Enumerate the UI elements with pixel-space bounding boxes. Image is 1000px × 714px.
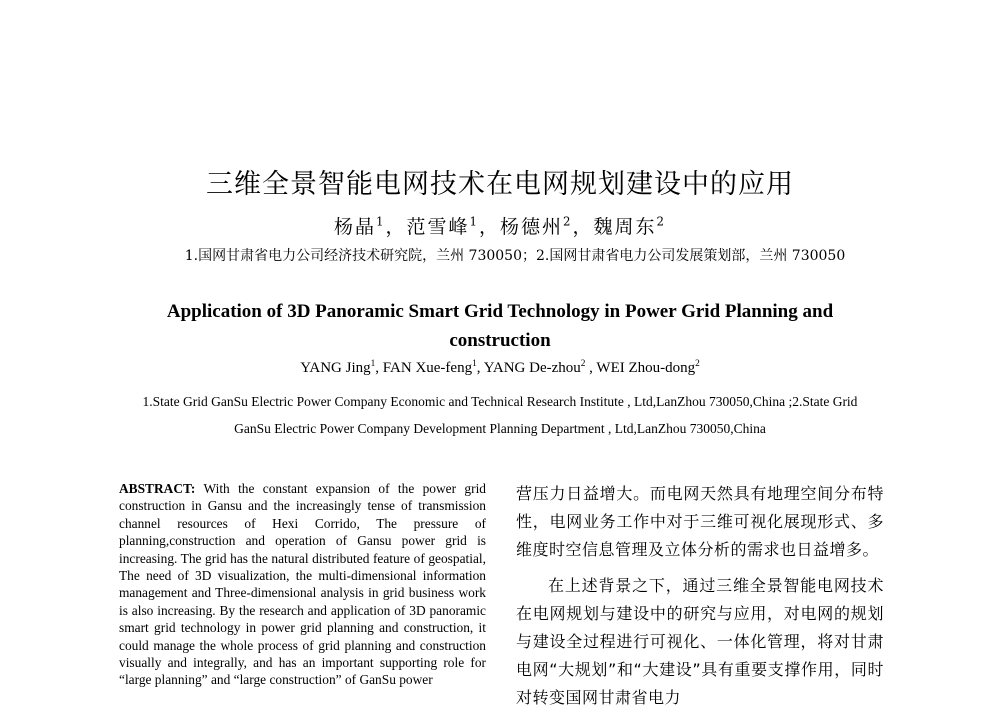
body-paragraph: 营压力日益增大。而电网天然具有地理空间分布特性，电网业务工作中对于三维可视化展现形式、多维度时空信息管理及立体分析的需求也日益增多。 xyxy=(516,484,884,559)
english-title: Application of 3D Panoramic Smart Grid Technology in Power Grid Planning and construction xyxy=(166,301,834,351)
author-separator: ， xyxy=(478,216,500,238)
abstract-text: With the constant expansion of the power grid construction in Gansu and the increasingly tense of transmission channel resources of Hexi Corrido, The pressure of planning,construction and operation of Gansu power grid is increasing. The grid has the natural distributed feature of geospatial, The need of 3D visualization, the multi-dimensional information management and Three-dimensional analysis in grid business work is also increasing. By the research and application of 3D panoramic smart grid technology in power grid planning and construction, it could manage the whole process of grid planning and construction visually and integrally, and has an important supporting role for “large planning” and “large construction” of GanSu power xyxy=(119,481,486,688)
english-authors xyxy=(0,360,1000,377)
chinese-title: 三维全景智能电网技术在电网规划建设中的应用 xyxy=(206,169,794,200)
author-separator: ， xyxy=(572,216,594,238)
chinese-author: 魏周东$^2$ xyxy=(593,214,667,238)
abstract-label: ABSTRACT: xyxy=(119,481,196,496)
english-author: FAN Xue-feng$^1$, xyxy=(382,359,484,376)
english-affiliation: 1.State Grid GanSu Electric Power Company Economic and Technical Research Institute , Ltd,LanZhou 730050,China ;2.State Grid GanSu Electric Power Company Development Planning Department , Ltd,LanZhou 730050,China xyxy=(142,394,858,436)
english-author: YANG Jing$^1$, xyxy=(300,359,383,376)
author-separator: ， xyxy=(385,216,407,238)
english-author: YANG De-zhou$^2$ , xyxy=(483,359,597,376)
chinese-author: 杨德州$^2$ xyxy=(500,214,573,238)
chinese-affiliation: 1.国网甘肃省电力公司经济技术研究院，兰州 730050；2.国网甘肃省电力公司发展策划部，兰州 730050 xyxy=(184,248,846,264)
chinese-author: 范雪峰$^1$ xyxy=(406,214,479,238)
english-author: WEI Zhou-dong$^2$ xyxy=(596,359,700,376)
abstract xyxy=(119,480,486,689)
body-column xyxy=(516,480,884,712)
chinese-authors xyxy=(0,212,1000,239)
body-paragraph: 在上述背景之下，通过三维全景智能电网技术在电网规划与建设中的研究与应用，对电网的规划与建设全过程进行可视化、一体化管理，将对甘肃电网“大规划”和“大建设”具有重要支撑作用，同时对转变国网甘肃省电力 xyxy=(516,576,884,707)
chinese-author: 杨晶$^1$ xyxy=(333,214,386,238)
